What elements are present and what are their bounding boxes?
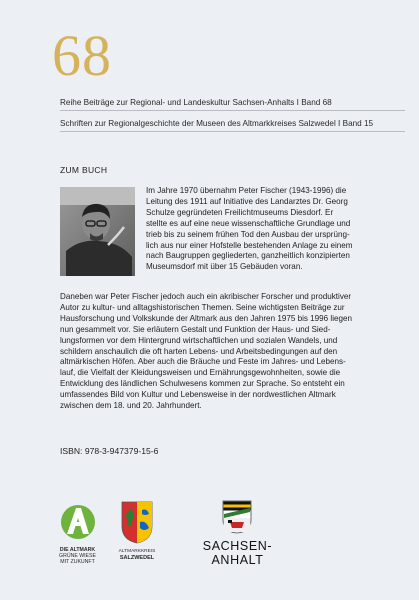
text-line: lungsformen vor dem Hintergrund wirtschaftlichen und sozialen Wandels, und	[60, 335, 338, 345]
divider	[60, 110, 405, 111]
logo-text-line: GRÜNE WIESE	[59, 553, 96, 559]
text-line: Museumsdorf mit über 15 Gebäuden voran.	[146, 262, 303, 272]
altmark-logo-text	[50, 547, 105, 565]
author-portrait-photo	[60, 187, 135, 276]
text-line: stellte es auf eine neue wissenschaftliche Grundlage und	[146, 218, 351, 228]
logo-text-line: MIT ZUKUNFT	[60, 559, 95, 565]
text-line: Hausforschung und Volkskunde der Altmark aus den Jahren 1975 bis 1996 liegen	[60, 313, 353, 323]
description-paragraph	[60, 292, 405, 412]
divider	[60, 131, 405, 132]
series-line: Reihe Beiträge zur Regional- und Landeskultur Sachsen-Anhalts I Band 68	[60, 98, 332, 107]
text-line: altmärkischen Höfen. Aber auch die Bräuche und Feste im Jahres- und Lebens-	[60, 357, 346, 367]
logo-text-line: DIE ALTMARK	[59, 547, 96, 553]
text-line: Daneben war Peter Fischer jedoch auch ein akribischer Forscher und produktiver	[60, 292, 352, 301]
sachsen-anhalt-coat-of-arms-icon	[222, 500, 252, 534]
text-line: nun gesammelt vor. Sie erläutern Gestalt und Funktion der Haus- und Sied-	[60, 324, 331, 334]
isbn: ISBN: 978-3-947379-15-6	[60, 446, 159, 456]
text-line: lauf, die Vielfalt der Kleidungsweisen und Ernährungsgewohnheiten, sowie die	[60, 368, 341, 378]
text-line: lich aus nur einer Hofstelle bestehenden Anlage zu einem	[146, 240, 353, 250]
bio-paragraph	[146, 186, 404, 273]
series-number: 68	[52, 23, 112, 88]
section-title: ZUM BUCH	[60, 165, 108, 175]
text-line: nach Baugruppen gegliederten, ganzheitlich konzipierten	[146, 251, 350, 261]
text-line: trieb bis zu seinem frühen Tod den Ausbau der ursprüng-	[146, 229, 350, 239]
text-line: Autor zu kultur- und alltagshistorischen Themen. Seine wichtigsten Beiträge zur	[60, 302, 345, 312]
sachsen-anhalt-wordmark: SACHSEN-ANHALT	[202, 539, 273, 567]
schriften-line: Schriften zur Regionalgeschichte der Museen des Altmarkkreises Salzwedel I Band 15	[60, 119, 374, 128]
text-line: Schulze gegründeten Freilichtmuseums Diesdorf. Er	[146, 207, 334, 217]
text-line: Im Jahre 1970 übernahm Peter Fischer (1943-1996) die	[146, 186, 347, 195]
text-line: Entwicklung des ländlichen Schulwesens kommen zur Sprache. So entsteht ein	[60, 379, 345, 389]
text-line: Leitung des 1911 auf Initiative des Landarztes Dr. Georg	[146, 196, 348, 206]
logo-bar	[0, 495, 419, 575]
logo-text-line: ALTMARKKREIS	[118, 549, 156, 554]
text-line: umfassendes Bild von Kultur und Lebensweise in der nordwestlichen Altmark	[60, 390, 336, 400]
salzwedel-coat-of-arms-icon	[120, 500, 154, 544]
logo-text-line: SALZWEDEL	[119, 555, 155, 561]
text-line: zwischen dem 18. und 20. Jahrhundert.	[60, 401, 202, 411]
text-line: schildern anschaulich die oft harten Lebens- und Arbeitsbedingungen auf den	[60, 346, 338, 356]
salzwedel-logo-text	[112, 549, 162, 561]
